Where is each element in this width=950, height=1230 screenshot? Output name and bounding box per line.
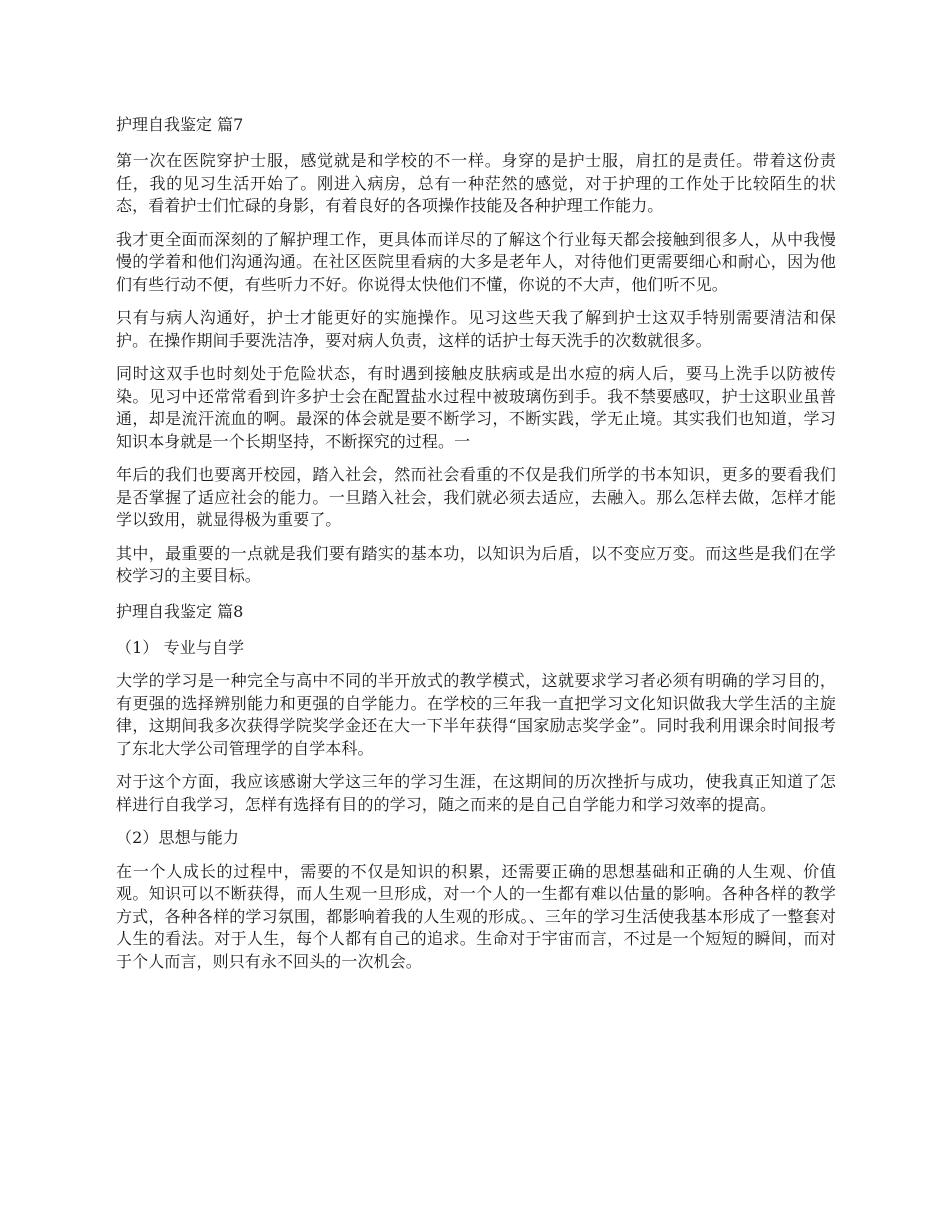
paragraph: 我才更全面而深刻的了解护理工作，更具体而详尽的了解这个行业每天都会接触到很多人，从中我慢慢的学着和他们沟通沟通。在社区医院里看病的大多是老年人，对待他们更需要细心和耐心，因为他们有些行动不便，有些听力不好。你说得太快他们不懂，你说的不大声，他们听不见。 bbox=[116, 229, 836, 294]
paragraph: 第一次在医院穿护士服，感觉就是和学校的不一样。身穿的是护士服，肩扛的是责任。带着这份责任，我的见习生活开始了。刚进入病房，总有一种茫然的感觉，对于护理的工作处于比较陌生的状态，看着护士们忙碌的身影，有着良好的各项操作技能及各种护理工作能力。 bbox=[116, 151, 836, 215]
subheading: （1） 专业与自学 bbox=[116, 637, 245, 657]
paragraph: 在一个人成长的过程中，需要的不仅是知识的积累，还需要正确的思想基础和正确的人生观、价值观。知识可以不断获得，而人生观一旦形成，对一个人的一生都有难以估量的影响。各种各样的教学方式，各种各样的学习氛围，都影响着我的人生观的形成。、三年的学习生活使我基本形成了一整套对人生的看法。对于人生，每个人都有自己的追求。生命对于宇宙而言，不过是一个短短的瞬间，而对于个人而言，则只有永不回头的一次机会。 bbox=[116, 861, 836, 971]
document-page bbox=[116, 112, 836, 984]
section-title-7: 护理自我鉴定 篇7 bbox=[116, 115, 244, 134]
subheading: （2）思想与能力 bbox=[116, 828, 239, 847]
paragraph: 其中，最重要的一点就是我们要有踏实的基本功，以知识为后盾，以不变应万变。而这些是我们在学校学习的主要目标。 bbox=[116, 543, 836, 585]
section-title-8: 护理自我鉴定 篇8 bbox=[116, 601, 244, 621]
paragraph: 大学的学习是一种完全与高中不同的半开放式的教学模式，这就要求学习者必须有明确的学习目的，有更强的选择辨别能力和更强的自学能力。在学校的三年我一直把学习文化知识做我大学生活的主旋律，这期间我多次获得学院奖学金还在大一下半年获得“国家励志奖学金”。同时我利用课余时间报考了东北大学公司管理学的自学本科。 bbox=[116, 671, 836, 758]
paragraph: 同时这双手也时刻处于危险状态，有时遇到接触皮肤病或是出水痘的病人后，要马上洗手以防被传染。见习中还常常看到许多护士会在配置盐水过程中被玻璃伤到手。我不禁要感叹，护士这职业虽普通，却是流汗流血的啊。最深的体会就是要不断学习，不断实践，学无止境。其实我们也知道，学习知识本身就是一个长期坚持，不断探究的过程。一 bbox=[116, 364, 836, 451]
paragraph: 年后的我们也要离开校园，踏入社会，然而社会看重的不仅是我们所学的书本知识，更多的要看我们是否掌握了适应社会的能力。一旦踏入社会，我们就必须去适应，去融入。那么怎样去做，怎样才能学以致用，就显得极为重要了。 bbox=[116, 465, 836, 529]
paragraph: 只有与病人沟通好，护士才能更好的实施操作。见习这些天我了解到护士这双手特别需要清洁和保护。在操作期间手要洗洁净，要对病人负责，这样的话护士每天洗手的次数就很多。 bbox=[116, 308, 836, 350]
paragraph: 对于这个方面，我应该感谢大学这三年的学习生涯，在这期间的历次挫折与成功，使我真正知道了怎样进行自我学习，怎样有选择有目的的学习，随之而来的是自己自学能力和学习效率的提高。 bbox=[116, 772, 836, 814]
